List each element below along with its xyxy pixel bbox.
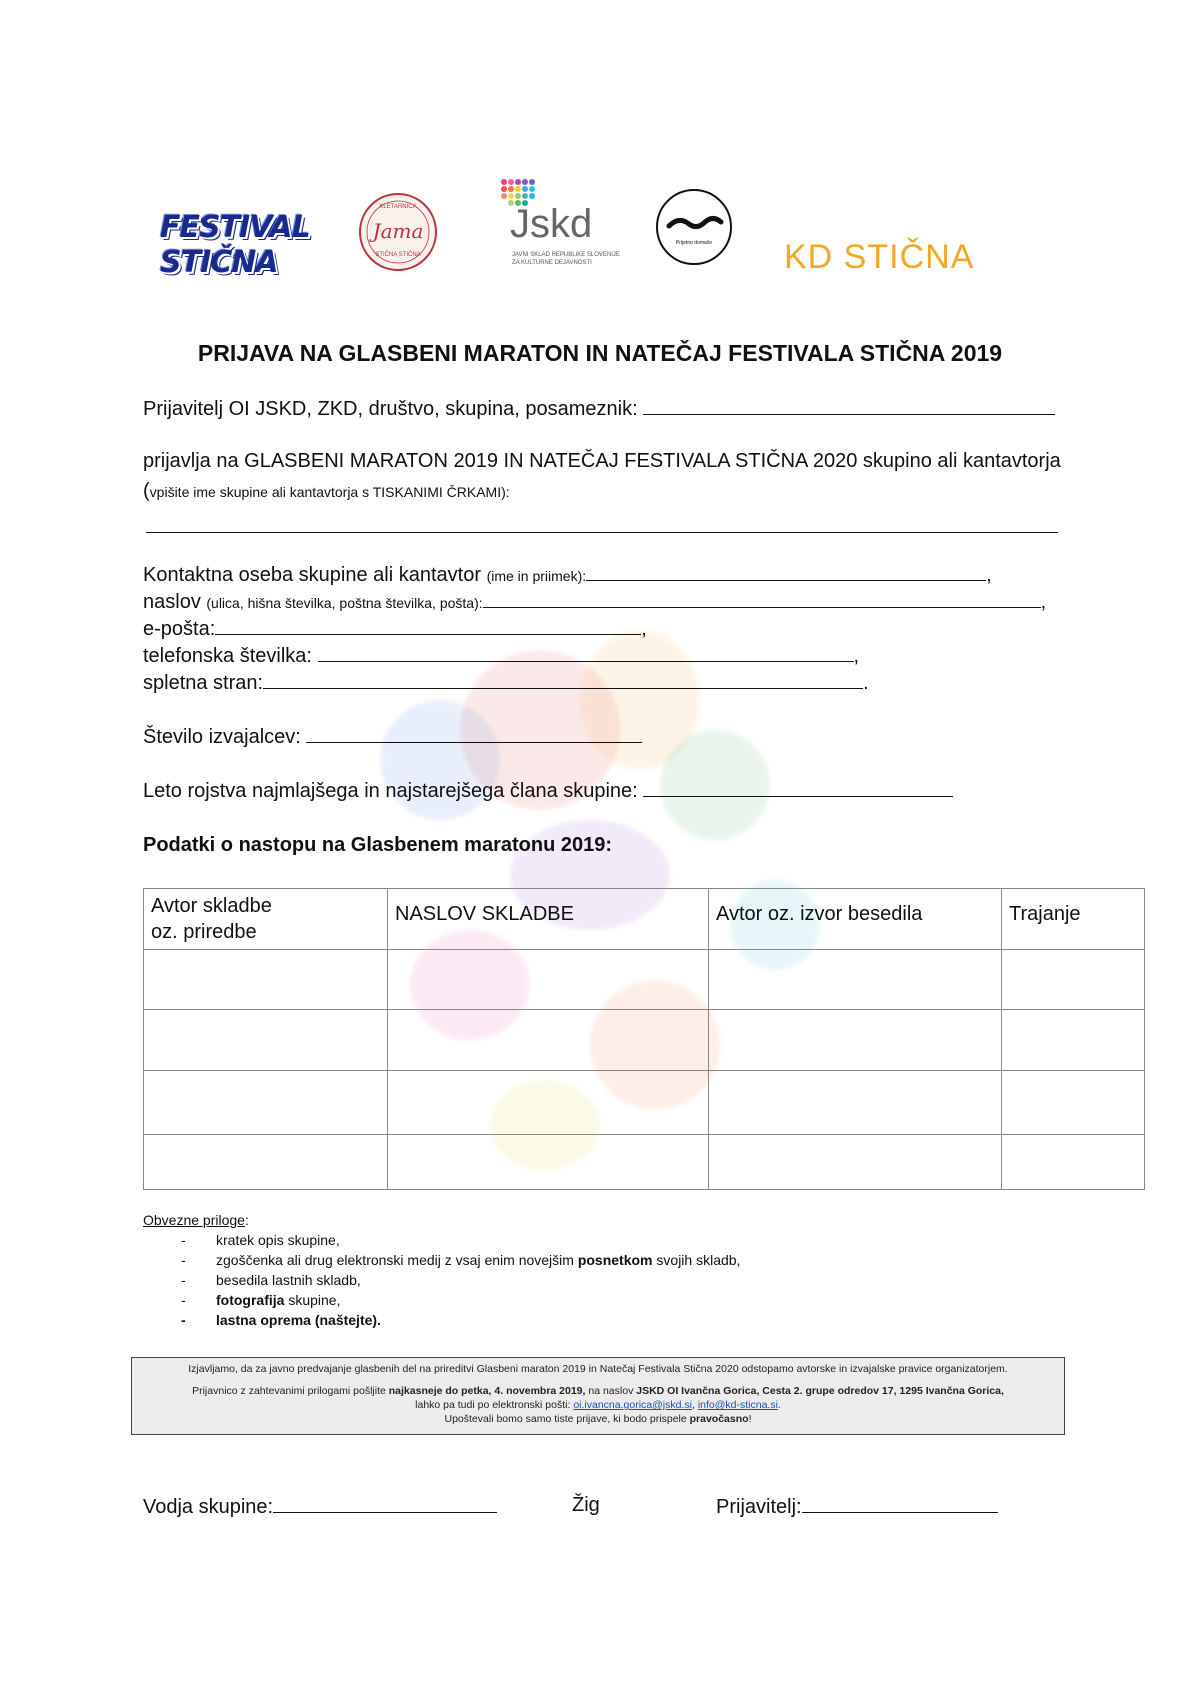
birth-years-row xyxy=(143,778,953,803)
attachment-item-2 xyxy=(216,1252,740,1268)
email-label: e-pošta: xyxy=(143,618,216,640)
table-row xyxy=(144,1071,1145,1135)
web-label: spletna stran: xyxy=(143,672,264,694)
attachments-heading-row xyxy=(143,1212,249,1228)
performance-table xyxy=(143,888,1145,1190)
performers-row xyxy=(143,724,642,749)
email-link-jskd[interactable]: oi.ivancna.gorica@jskd.si xyxy=(573,1399,692,1411)
table-cell[interactable] xyxy=(709,1010,1002,1071)
attachment-item-5-bold: lastna oprema (naštejte). xyxy=(216,1312,381,1328)
stamp-label: Žig xyxy=(572,1494,600,1516)
web-period: . xyxy=(863,672,869,694)
applicant-label: Prijavitelj OI JSKD, ZKD, društvo, skupina, posameznik: xyxy=(143,398,638,420)
prijetno-domace-logo xyxy=(655,188,733,266)
table-cell[interactable] xyxy=(144,1010,388,1071)
attachment-dash: - xyxy=(181,1232,186,1248)
performers-label: Število izvajalcev: xyxy=(143,726,301,748)
table-cell[interactable] xyxy=(144,1071,388,1135)
birth-years-label: Leto rojstva najmlajšega in najstarejšega člana skupine: xyxy=(143,780,638,802)
web-row xyxy=(143,670,869,695)
notice-address: JSKD OI Ivančna Gorica, Cesta 2. grupe odredov 17, 1295 Ivančna Gorica, xyxy=(636,1385,1004,1397)
applicant-signature-field[interactable] xyxy=(802,1494,998,1513)
email-comma: , xyxy=(641,618,647,640)
contact-comma: , xyxy=(986,564,992,586)
attachment-item-4 xyxy=(216,1292,341,1308)
header-duration: Trajanje xyxy=(1002,889,1145,950)
contact-field[interactable] xyxy=(586,562,986,581)
address-comma: , xyxy=(1040,591,1047,613)
domace-logo-text: Prijetno domače xyxy=(675,240,713,246)
address-hint: (ulica, hišna številka, poštna številka, pošta): xyxy=(206,595,483,611)
registers-hint: vpišite ime skupine ali kantavtorja s TISKANIMI ČRKAMI): xyxy=(149,484,510,500)
table-cell[interactable] xyxy=(1002,950,1145,1010)
table-cell[interactable] xyxy=(388,1071,709,1135)
jama-logo-name: Jama xyxy=(372,219,424,243)
notice-line-4-post: ! xyxy=(748,1413,752,1425)
jskd-logo-sub1: JAVNI SKLAD REPUBLIKE SLOVENIJE xyxy=(512,252,620,258)
header-lyrics: Avtor oz. izvor besedila xyxy=(709,889,1002,950)
phone-field[interactable] xyxy=(318,643,854,662)
jskd-logo xyxy=(498,176,638,276)
notice-line-2-pre: Prijavnico z zahtevanimi prilogami pošljite xyxy=(192,1385,389,1397)
table-cell[interactable] xyxy=(709,950,1002,1010)
applicant-signature-row xyxy=(716,1494,998,1519)
header-author: Avtor skladbe oz. priredbe xyxy=(144,889,388,950)
attachment-dash: - xyxy=(181,1272,186,1288)
table-cell[interactable] xyxy=(709,1135,1002,1190)
address-label: naslov xyxy=(143,591,201,613)
notice-line-4-bold: pravočasno xyxy=(689,1413,749,1425)
attachments-colon: : xyxy=(244,1212,249,1228)
attachment-dash: - xyxy=(181,1292,186,1308)
attachment-dash: - xyxy=(181,1312,186,1328)
attachment-item-3: besedila lastnih skladb, xyxy=(216,1272,361,1288)
address-field[interactable] xyxy=(483,589,1041,608)
notice-line-4-pre: Upoštevali bomo samo tiste prijave, ki bodo prispele xyxy=(444,1413,690,1425)
phone-label: telefonska številka: xyxy=(143,645,312,667)
table-cell[interactable] xyxy=(1002,1010,1145,1071)
registers-hint-row xyxy=(143,480,510,503)
table-row xyxy=(144,1135,1145,1190)
applicant-sign-label: Prijavitelj: xyxy=(716,1496,802,1518)
phone-row xyxy=(143,643,859,668)
applicant-field[interactable] xyxy=(643,396,1055,415)
performance-heading: Podatki o nastopu na Glasbenem maratonu 2019: xyxy=(143,834,613,856)
jama-logo xyxy=(358,192,438,272)
contact-label: Kontaktna oseba skupine ali kantavtor xyxy=(143,564,481,586)
page-title: PRIJAVA NA GLASBENI MARATON IN NATEČAJ FESTIVALA STIČNA 2019 xyxy=(197,340,1003,366)
attachment-dash: - xyxy=(181,1252,186,1268)
contact-row xyxy=(143,562,992,587)
registers-text: prijavlja na GLASBENI MARATON 2019 IN NATEČAJ FESTIVALA STIČNA 2020 skupino ali kantavtorja xyxy=(143,450,1061,472)
notice-deadline: najkasneje do petka, 4. novembra 2019, xyxy=(388,1385,586,1397)
jskd-logo-sub2: ZA KULTURNE DEJAVNOSTI xyxy=(512,260,592,266)
attachment-item-1: kratek opis skupine, xyxy=(216,1232,340,1248)
email-row xyxy=(143,616,647,641)
table-cell[interactable] xyxy=(388,1010,709,1071)
applicant-row xyxy=(143,396,1055,421)
attachment-item-5 xyxy=(216,1312,381,1328)
web-field[interactable] xyxy=(263,670,863,689)
kd-sticna-logo xyxy=(784,238,974,277)
festival-logo-text: FESTIVAL STIČNA xyxy=(160,210,310,280)
notice-line-3 xyxy=(132,1398,1064,1412)
address-row xyxy=(143,589,1046,614)
group-name-field[interactable] xyxy=(146,514,1058,533)
attachment-item-2-post: svojih skladb, xyxy=(652,1252,741,1268)
email-link-kd[interactable]: info@kd-sticna.si xyxy=(697,1399,778,1411)
attachment-item-2-pre: zgoščenka ali drug elektronski medij z vsaj enim novejšim xyxy=(216,1252,578,1268)
table-header-row xyxy=(144,889,1145,950)
notice-line-3-pre: lahko pa tudi po elektronski pošti: xyxy=(415,1399,574,1411)
notice-line-4 xyxy=(132,1412,1064,1426)
notice-line-2 xyxy=(132,1384,1064,1398)
notice-box xyxy=(131,1357,1065,1435)
table-row xyxy=(144,1010,1145,1071)
table-cell[interactable] xyxy=(144,1135,388,1190)
notice-dot: . xyxy=(777,1399,781,1411)
jama-logo-bottom: STIČNA STIČNA xyxy=(375,252,421,258)
header-title: NASLOV SKLADBE xyxy=(388,889,709,950)
notice-sep: , xyxy=(691,1399,698,1411)
registers-paren: ( xyxy=(143,480,150,502)
festival-sticna-logo xyxy=(160,210,338,280)
leader-signature-field[interactable] xyxy=(273,1494,497,1513)
phone-comma: , xyxy=(853,645,860,667)
table-cell[interactable] xyxy=(388,950,709,1010)
table-cell[interactable] xyxy=(144,950,388,1010)
jama-logo-top: KLETARNICA xyxy=(379,204,417,210)
table-row xyxy=(144,950,1145,1010)
kd-logo-text: KD STIČNA xyxy=(784,238,975,276)
table-cell[interactable] xyxy=(1002,1135,1145,1190)
table-cell[interactable] xyxy=(1002,1071,1145,1135)
table-cell[interactable] xyxy=(388,1135,709,1190)
notice-line-2-mid: na naslov xyxy=(585,1385,637,1397)
table-cell[interactable] xyxy=(709,1071,1002,1135)
birth-years-field[interactable] xyxy=(643,778,953,797)
performers-field[interactable] xyxy=(306,724,642,743)
contact-hint: (ime in priimek): xyxy=(486,568,587,584)
attachments-heading: Obvezne priloge xyxy=(143,1212,245,1228)
jskd-logo-name: Jskd xyxy=(510,202,593,246)
attachment-item-2-bold: posnetkom xyxy=(577,1252,653,1268)
attachment-item-4-bold: fotografija xyxy=(216,1292,285,1308)
leader-signature-row xyxy=(143,1494,497,1519)
leader-label: Vodja skupine: xyxy=(143,1496,274,1518)
notice-line-1: Izjavljamo, da za javno predvajanje glasbenih del na prireditvi Glasbeni maraton 2019 in Natečaj Festivala Stična 2020 odstopamo avtorske in izvajalske pravice organizatorjem. xyxy=(188,1363,1008,1375)
attachment-item-4-post: skupine, xyxy=(284,1292,341,1308)
email-field[interactable] xyxy=(215,616,641,635)
